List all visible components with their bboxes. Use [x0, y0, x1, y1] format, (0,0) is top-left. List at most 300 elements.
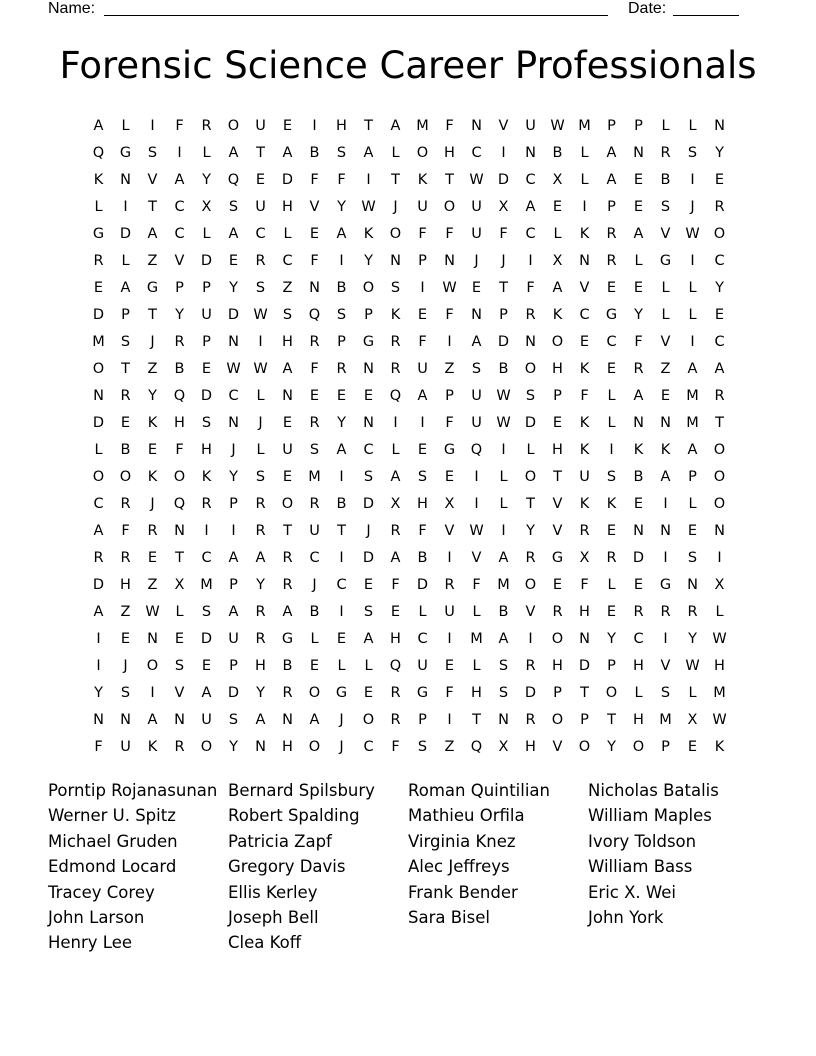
grid-letter: E: [687, 739, 698, 755]
grid-letter: R: [282, 550, 293, 566]
word-list-item: [588, 930, 768, 955]
grid-letter: N: [633, 145, 644, 161]
grid-letter: S: [255, 280, 266, 296]
grid-letter: K: [363, 226, 374, 242]
grid-letter: O: [146, 658, 159, 674]
page-title: Forensic Science Career Professionals: [59, 44, 757, 87]
grid-letter: R: [525, 712, 536, 728]
word-list-item: Eric X. Wei: [588, 882, 676, 902]
grid-letter: E: [633, 172, 644, 188]
grid-letter: Q: [389, 388, 402, 404]
grid-letter: A: [363, 145, 374, 161]
grid-letter: R: [633, 604, 644, 620]
grid-letter: S: [174, 658, 185, 674]
grid-letter: N: [120, 712, 131, 728]
grid-letter: I: [501, 442, 506, 458]
grid-letter: R: [525, 307, 536, 323]
grid-letter: L: [121, 253, 130, 269]
grid-letter: L: [688, 685, 697, 701]
grid-letter: A: [606, 172, 617, 188]
grid-letter: H: [282, 199, 293, 215]
grid-letter: S: [660, 199, 671, 215]
grid-letter: C: [201, 550, 212, 566]
grid-letter: R: [255, 496, 266, 512]
grid-letter: I: [339, 550, 344, 566]
grid-letter: E: [687, 523, 698, 539]
grid-letter: N: [444, 253, 455, 269]
grid-letter: I: [609, 442, 614, 458]
grid-letter: L: [661, 118, 670, 134]
grid-letter: E: [120, 415, 131, 431]
word-list-item: [408, 930, 588, 955]
grid-letter: A: [714, 361, 725, 377]
grid-letter: P: [229, 577, 238, 593]
grid-letter: Y: [337, 199, 346, 215]
grid-letter: L: [634, 253, 643, 269]
grid-letter: O: [713, 496, 726, 512]
grid-letter: P: [553, 388, 562, 404]
grid-letter: F: [175, 118, 184, 134]
grid-letter: L: [202, 145, 211, 161]
grid-letter: J: [150, 334, 155, 350]
grid-letter: O: [227, 118, 240, 134]
grid-letter: F: [445, 226, 454, 242]
grid-letter: L: [175, 604, 184, 620]
grid-letter: E: [201, 361, 212, 377]
grid-letter: P: [229, 496, 238, 512]
grid-letter: Y: [229, 739, 238, 755]
word-list-item: Mathieu Orfila: [408, 806, 525, 826]
grid-letter: E: [147, 442, 158, 458]
grid-letter: X: [498, 739, 509, 755]
grid-letter: C: [363, 739, 374, 755]
grid-letter: L: [607, 577, 616, 593]
grid-letter: O: [308, 685, 321, 701]
grid-letter: N: [147, 631, 158, 647]
grid-letter: P: [364, 307, 373, 323]
grid-letter: F: [634, 334, 643, 350]
grid-letter: V: [147, 172, 158, 188]
grid-letter: Y: [688, 631, 697, 647]
grid-letter: W: [496, 415, 511, 431]
grid-letter: F: [418, 334, 427, 350]
grid-letter: J: [258, 415, 263, 431]
grid-letter: R: [201, 496, 212, 512]
grid-letter: K: [579, 415, 590, 431]
grid-letter: R: [255, 631, 266, 647]
grid-letter: M: [497, 577, 510, 593]
date-line[interactable]: [673, 15, 739, 16]
grid-letter: G: [605, 307, 618, 323]
word-list-item: Clea Koff: [228, 933, 302, 953]
grid-letter: W: [253, 361, 268, 377]
grid-letter: S: [363, 604, 374, 620]
grid-letter: J: [501, 253, 506, 269]
name-line[interactable]: [104, 15, 608, 16]
grid-letter: Y: [256, 577, 265, 593]
grid-letter: N: [363, 361, 374, 377]
grid-letter: X: [174, 577, 185, 593]
grid-letter: R: [336, 361, 347, 377]
grid-letter: O: [605, 685, 618, 701]
grid-letter: N: [363, 415, 374, 431]
grid-letter: T: [337, 523, 346, 539]
grid-letter: N: [633, 415, 644, 431]
grid-letter: S: [363, 469, 374, 485]
grid-letter: V: [552, 523, 563, 539]
grid-letter: B: [498, 604, 509, 620]
grid-letter: R: [309, 334, 320, 350]
grid-letter: D: [92, 307, 105, 323]
grid-letter: K: [579, 496, 590, 512]
grid-letter: G: [416, 685, 429, 701]
grid-letter: G: [119, 145, 132, 161]
grid-letter: L: [499, 496, 508, 512]
grid-letter: Y: [148, 388, 157, 404]
grid-letter: N: [525, 334, 536, 350]
grid-letter: F: [310, 172, 319, 188]
grid-letter: L: [661, 307, 670, 323]
grid-letter: S: [336, 145, 347, 161]
grid-letter: N: [282, 388, 293, 404]
grid-letter: C: [309, 550, 320, 566]
grid-letter: B: [282, 658, 293, 674]
grid-letter: R: [309, 415, 320, 431]
grid-letter: J: [366, 523, 371, 539]
grid-letter: S: [309, 442, 320, 458]
grid-letter: Y: [526, 523, 535, 539]
grid-letter: E: [471, 280, 482, 296]
grid-letter: J: [474, 253, 479, 269]
grid-letter: Q: [389, 658, 402, 674]
grid-letter: U: [228, 631, 239, 647]
grid-letter: U: [201, 712, 212, 728]
grid-letter: C: [363, 442, 374, 458]
grid-letter: Q: [173, 388, 186, 404]
grid-letter: I: [447, 631, 452, 647]
grid-letter: G: [92, 226, 105, 242]
grid-letter: V: [498, 118, 509, 134]
grid-letter: Z: [147, 577, 158, 593]
grid-letter: C: [633, 631, 644, 647]
grid-letter: K: [201, 469, 212, 485]
grid-letter: R: [93, 550, 104, 566]
word-list-item: John Larson: [48, 907, 145, 927]
grid-letter: F: [391, 739, 400, 755]
grid-letter: P: [202, 334, 211, 350]
grid-letter: N: [579, 631, 590, 647]
grid-letter: I: [339, 469, 344, 485]
grid-letter: Y: [607, 631, 616, 647]
grid-letter: A: [228, 145, 239, 161]
grid-letter: N: [714, 118, 725, 134]
grid-letter: E: [147, 550, 158, 566]
grid-letter: S: [201, 415, 212, 431]
grid-letter: A: [93, 604, 104, 620]
grid-letter: A: [93, 523, 104, 539]
grid-letter: V: [552, 496, 563, 512]
grid-letter: F: [580, 577, 589, 593]
grid-letter: O: [443, 199, 456, 215]
grid-letter: A: [498, 550, 509, 566]
grid-letter: T: [715, 415, 724, 431]
grid-letter: N: [174, 523, 185, 539]
grid-letter: O: [119, 469, 132, 485]
grid-letter: I: [447, 550, 452, 566]
grid-letter: P: [202, 280, 211, 296]
grid-letter: R: [255, 523, 266, 539]
word-list-item: William Bass: [588, 857, 693, 877]
grid-letter: F: [445, 415, 454, 431]
grid-letter: A: [309, 712, 320, 728]
grid-letter: F: [445, 685, 454, 701]
grid-letter: L: [715, 604, 724, 620]
grid-letter: E: [444, 469, 455, 485]
grid-letter: W: [712, 631, 727, 647]
grid-letter: B: [309, 604, 320, 620]
grid-letter: L: [391, 442, 400, 458]
grid-letter: I: [690, 334, 695, 350]
grid-letter: R: [606, 253, 617, 269]
grid-letter: A: [228, 226, 239, 242]
grid-letter: C: [417, 631, 428, 647]
grid-letter: S: [228, 712, 239, 728]
grid-letter: I: [528, 631, 533, 647]
grid-letter: N: [93, 712, 104, 728]
word-list-item: Henry Lee: [48, 933, 133, 953]
grid-letter: N: [174, 712, 185, 728]
grid-letter: R: [525, 658, 536, 674]
grid-letter: V: [174, 685, 185, 701]
grid-letter: F: [418, 226, 427, 242]
grid-letter: D: [524, 685, 537, 701]
grid-letter: B: [336, 280, 347, 296]
grid-letter: S: [498, 685, 509, 701]
grid-letter: H: [390, 631, 401, 647]
grid-letter: R: [282, 685, 293, 701]
grid-letter: E: [606, 361, 617, 377]
grid-letter: R: [255, 253, 266, 269]
grid-letter: F: [310, 361, 319, 377]
grid-letter: A: [255, 712, 266, 728]
grid-letter: C: [336, 577, 347, 593]
grid-letter: P: [607, 118, 616, 134]
grid-letter: D: [632, 550, 645, 566]
grid-letter: E: [390, 604, 401, 620]
grid-letter: B: [309, 145, 320, 161]
grid-letter: L: [688, 118, 697, 134]
grid-letter: X: [552, 253, 563, 269]
grid-letter: L: [607, 415, 616, 431]
grid-letter: C: [255, 226, 266, 242]
grid-letter: E: [606, 280, 617, 296]
grid-letter: A: [336, 442, 347, 458]
grid-letter: I: [258, 334, 263, 350]
grid-letter: G: [362, 334, 375, 350]
grid-letter: L: [256, 442, 265, 458]
grid-letter: X: [579, 550, 590, 566]
grid-letter: I: [663, 496, 668, 512]
grid-letter: F: [418, 523, 427, 539]
grid-letter: F: [391, 577, 400, 593]
grid-letter: A: [606, 145, 617, 161]
grid-letter: E: [552, 415, 563, 431]
grid-letter: D: [227, 307, 240, 323]
grid-letter: E: [417, 442, 428, 458]
grid-letter: I: [474, 469, 479, 485]
grid-letter: E: [363, 388, 374, 404]
grid-letter: Z: [147, 361, 158, 377]
grid-letter: I: [96, 658, 101, 674]
grid-letter: C: [714, 253, 725, 269]
grid-letter: U: [417, 199, 428, 215]
grid-letter: H: [255, 658, 266, 674]
grid-letter: A: [282, 604, 293, 620]
grid-letter: L: [499, 469, 508, 485]
name-label: Name:: [48, 0, 96, 17]
word-list-item: John York: [588, 907, 664, 927]
grid-letter: A: [174, 172, 185, 188]
grid-letter: A: [687, 442, 698, 458]
grid-letter: J: [231, 442, 236, 458]
grid-letter: A: [417, 388, 428, 404]
grid-letter: I: [150, 685, 155, 701]
grid-letter: L: [418, 604, 427, 620]
grid-letter: E: [633, 496, 644, 512]
grid-letter: K: [147, 739, 158, 755]
grid-letter: Z: [282, 280, 293, 296]
grid-letter: C: [228, 388, 239, 404]
grid-letter: R: [120, 550, 131, 566]
grid-letter: Q: [173, 496, 186, 512]
grid-letter: R: [147, 523, 158, 539]
grid-letter: D: [362, 550, 375, 566]
grid-letter: X: [552, 172, 563, 188]
grid-letter: K: [147, 469, 158, 485]
grid-letter: R: [660, 145, 671, 161]
grid-letter: D: [92, 577, 105, 593]
grid-letter: E: [363, 685, 374, 701]
grid-letter: A: [525, 199, 536, 215]
grid-letter: U: [471, 199, 482, 215]
grid-letter: O: [389, 226, 402, 242]
grid-letter: K: [147, 415, 158, 431]
grid-letter: E: [309, 388, 320, 404]
grid-letter: I: [474, 496, 479, 512]
grid-letter: I: [96, 631, 101, 647]
grid-letter: J: [150, 496, 155, 512]
grid-letter: D: [92, 415, 105, 431]
grid-letter: H: [471, 685, 482, 701]
grid-letter: A: [390, 469, 401, 485]
grid-letter: C: [471, 145, 482, 161]
grid-letter: U: [525, 118, 536, 134]
grid-letter: L: [94, 199, 103, 215]
grid-letter: W: [226, 361, 241, 377]
grid-letter: R: [390, 685, 401, 701]
grid-letter: E: [552, 199, 563, 215]
grid-letter: B: [174, 361, 185, 377]
grid-letter: Y: [715, 145, 724, 161]
grid-letter: P: [553, 685, 562, 701]
grid-letter: S: [228, 199, 239, 215]
grid-letter: R: [390, 361, 401, 377]
word-list-item: Nicholas Batalis: [588, 781, 719, 800]
grid-letter: E: [336, 388, 347, 404]
grid-letter: A: [228, 550, 239, 566]
grid-letter: H: [579, 604, 590, 620]
grid-letter: K: [633, 442, 644, 458]
grid-letter: A: [93, 118, 104, 134]
grid-letter: V: [471, 550, 482, 566]
grid-letter: K: [93, 172, 104, 188]
grid-letter: E: [633, 199, 644, 215]
grid-letter: A: [120, 280, 131, 296]
grid-letter: O: [551, 334, 564, 350]
grid-letter: W: [469, 172, 484, 188]
grid-letter: C: [282, 253, 293, 269]
grid-letter: I: [339, 253, 344, 269]
grid-letter: T: [148, 199, 157, 215]
grid-letter: Y: [634, 307, 643, 323]
grid-letter: N: [633, 523, 644, 539]
grid-letter: N: [687, 577, 698, 593]
grid-letter: Y: [175, 307, 184, 323]
grid-letter: S: [417, 739, 428, 755]
grid-letter: L: [391, 145, 400, 161]
grid-letter: M: [200, 577, 213, 593]
grid-letter: K: [660, 442, 671, 458]
grid-letter: S: [336, 307, 347, 323]
grid-letter: M: [659, 712, 672, 728]
word-list-item: William Maples: [588, 806, 712, 826]
grid-letter: Y: [229, 469, 238, 485]
grid-letter: T: [175, 550, 184, 566]
grid-letter: Q: [308, 307, 321, 323]
grid-letter: E: [228, 253, 239, 269]
grid-letter: E: [201, 658, 212, 674]
grid-letter: K: [417, 172, 428, 188]
grid-letter: A: [255, 550, 266, 566]
grid-letter: L: [94, 442, 103, 458]
grid-letter: S: [201, 604, 212, 620]
grid-letter: S: [660, 685, 671, 701]
grid-letter: T: [607, 712, 616, 728]
grid-letter: T: [526, 496, 535, 512]
grid-letter: R: [282, 577, 293, 593]
word-list-item: Virginia Knez: [408, 831, 516, 851]
grid-letter: R: [552, 604, 563, 620]
grid-letter: J: [123, 658, 128, 674]
grid-letter: P: [418, 712, 427, 728]
grid-letter: C: [525, 226, 536, 242]
grid-letter: E: [174, 631, 185, 647]
grid-letter: H: [552, 658, 563, 674]
grid-letter: S: [471, 361, 482, 377]
word-list-item: Patricia Zapf: [228, 831, 332, 851]
grid-letter: R: [390, 712, 401, 728]
grid-letter: S: [417, 469, 428, 485]
grid-letter: E: [255, 172, 266, 188]
grid-letter: E: [282, 118, 293, 134]
grid-letter: Z: [120, 604, 131, 620]
grid-letter: Y: [715, 280, 724, 296]
grid-letter: G: [335, 685, 348, 701]
grid-letter: I: [447, 712, 452, 728]
grid-letter: W: [712, 712, 727, 728]
grid-letter: E: [579, 334, 590, 350]
grid-letter: I: [420, 280, 425, 296]
